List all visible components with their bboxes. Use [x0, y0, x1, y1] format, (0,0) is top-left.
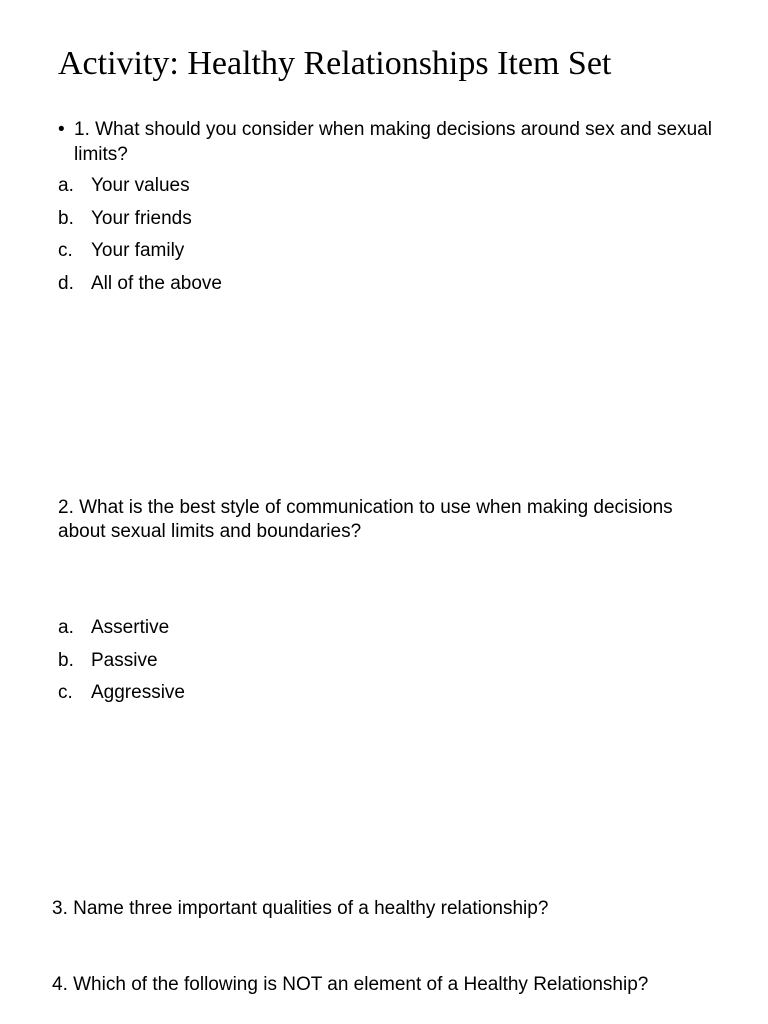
option-letter: c. [58, 240, 73, 261]
option-text: Your friends [91, 207, 192, 229]
option-item [58, 268, 222, 301]
page-title: Activity: Healthy Relationships Item Set [58, 45, 612, 82]
option-item [58, 235, 222, 268]
option-item [58, 170, 222, 203]
question-2-options [58, 612, 185, 710]
option-item [58, 612, 185, 645]
option-item [58, 203, 222, 236]
question-1-options [58, 170, 222, 300]
option-item [58, 645, 185, 678]
bullet-icon: • [58, 119, 65, 140]
option-letter: a. [58, 175, 74, 196]
option-letter: c. [58, 682, 73, 703]
question-1 [58, 117, 718, 167]
option-text: Assertive [91, 617, 170, 638]
option-letter: b. [58, 207, 74, 229]
option-text: Your family [91, 240, 185, 261]
question-4-text: 4. Which of the following is NOT an element of a Healthy Relationship? [52, 974, 649, 995]
option-letter: b. [58, 649, 74, 671]
question-2-text: 2. What is the best style of communication to use when making decisions about sexual limits and boundaries? [58, 497, 673, 542]
option-text: Aggressive [91, 682, 185, 703]
option-text: Passive [91, 649, 158, 671]
option-letter: a. [58, 617, 74, 638]
question-1-text: 1. What should you consider when making decisions around sex and sexual limits? [74, 119, 712, 165]
option-letter: d. [58, 272, 74, 294]
option-text: Your values [91, 175, 190, 196]
question-3-text: 3. Name three important qualities of a healthy relationship? [52, 898, 549, 919]
option-text: All of the above [91, 272, 222, 294]
option-item [58, 677, 185, 710]
